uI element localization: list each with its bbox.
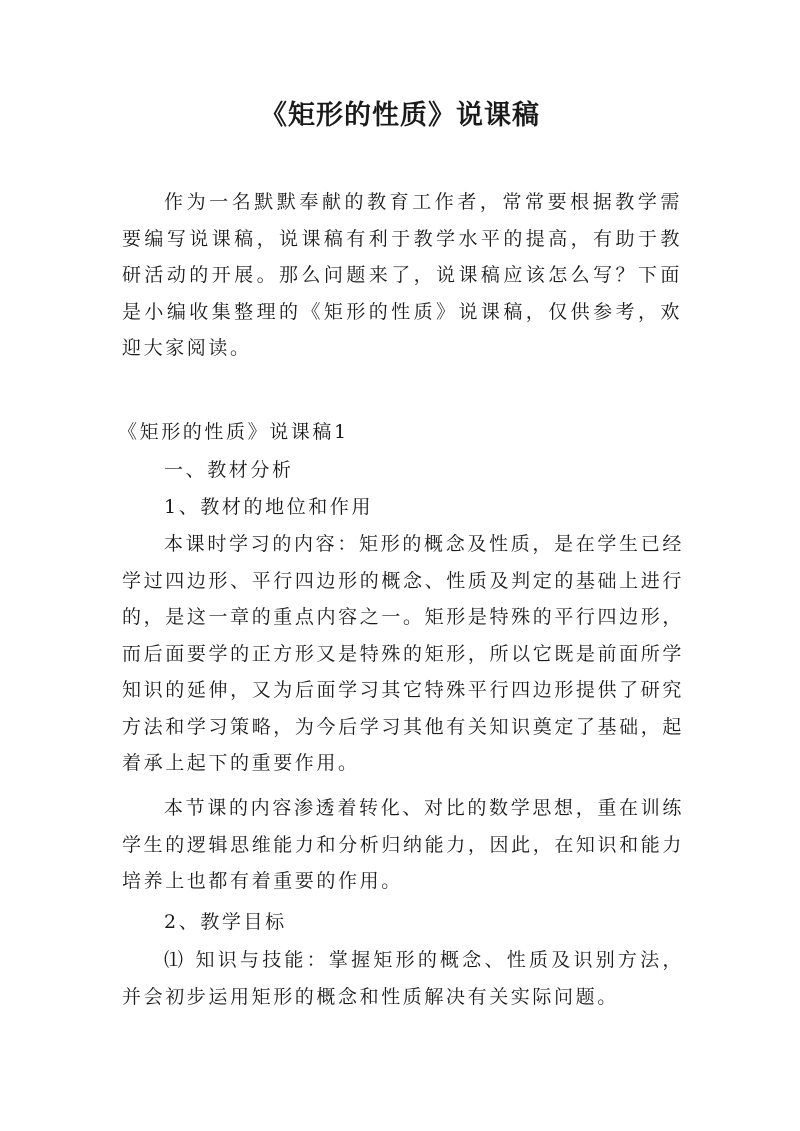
paragraph-status-and-role: 本课时学习的内容：矩形的概念及性质，是在学生已经学过四边形、平行四边形的概念、性质及判定的基础上进行的，是这一章的重点内容之一。矩形是特殊的平行四边形，而后面要学的正方形又是特殊的矩形，所以它既是前面所学知识的延伸，又为后面学习其它特殊平行四边形提供了研究方法和学习策略，为今后学习其他有关知识奠定了基础，起着承上起下的重要作用。	[122, 533, 684, 774]
document-title: 《矩形的性质》说课稿	[260, 100, 540, 131]
paragraph-mathematical-thinking: 本节课的内容渗透着转化、对比的数学思想，重在训练学生的逻辑思维能力和分析归纳能力，因此，在知识和能力培养上也都有着重要的作用。	[122, 797, 684, 892]
heading-teaching-material-analysis: 一、教材分析	[164, 459, 294, 481]
section-title: 《矩形的性质》说课稿1	[118, 421, 349, 443]
paragraph-knowledge-and-skills: ⑴ 知识与技能：掌握矩形的概念、性质及识别方法，并会初步运用矩形的概念和性质解决有关实际问题。	[122, 949, 684, 1008]
intro-paragraph: 作为一名默默奉献的教育工作者，常常要根据教学需要编写说课稿，说课稿有利于教学水平的提高，有助于教研活动的开展。那么问题来了，说课稿应该怎么写？下面是小编收集整理的《矩形的性质》说课稿，仅供参考，欢迎大家阅读。	[122, 191, 682, 359]
heading-status-and-role: 1、教材的地位和作用	[164, 496, 374, 518]
heading-teaching-objectives: 2、教学目标	[164, 911, 287, 933]
